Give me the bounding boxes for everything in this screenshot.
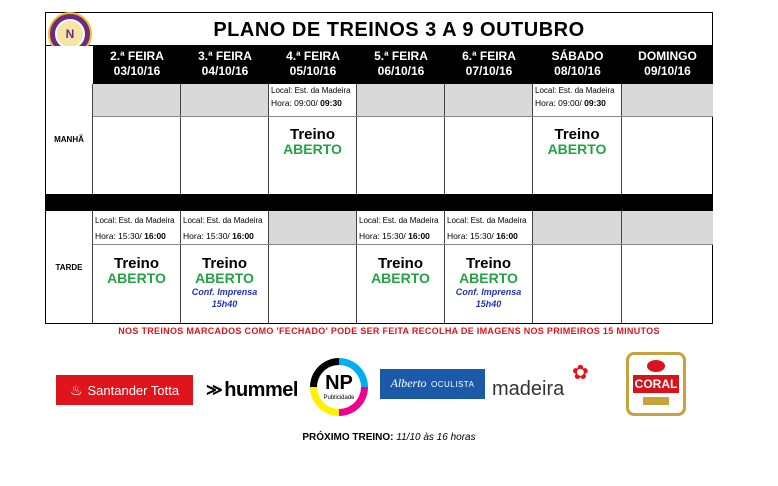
day-name: DOMINGO — [638, 49, 697, 63]
morning-gray-band-3 — [622, 84, 713, 116]
day-header-sat — [533, 46, 622, 84]
flame-icon: ♨ — [69, 381, 83, 398]
sponsor-alberto-sub: OCULISTA — [431, 380, 475, 389]
row-label-morning-cell — [45, 84, 93, 194]
col-divider — [268, 211, 269, 324]
sponsor-alberto — [380, 369, 485, 399]
day-name: 6.ª FEIRA — [462, 49, 516, 63]
sponsor-madeira — [492, 360, 610, 406]
sponsor-coral — [626, 352, 686, 416]
col-divider — [356, 84, 357, 194]
day-date: 07/10/16 — [465, 64, 513, 78]
session-location: Local: Est. da Madeira — [447, 216, 527, 225]
session-tue-afternoon — [181, 211, 268, 324]
day-name: 4.ª FEIRA — [286, 49, 340, 63]
sponsor-santander — [56, 375, 193, 405]
day-date: 08/10/16 — [554, 64, 601, 78]
session-thu-afternoon — [357, 211, 444, 324]
header-corner — [45, 46, 93, 84]
session-time: Hora: 09:00/ 09:30 — [535, 98, 606, 108]
sponsor-santander-name: Santander Totta — [87, 382, 180, 398]
day-name: 3.ª FEIRA — [198, 49, 252, 63]
session-time: Hora: 15:30/ 16:00 — [183, 231, 254, 241]
afternoon-gray-band-2 — [533, 211, 713, 244]
col-divider — [180, 84, 181, 194]
session-status: ABERTO — [459, 270, 518, 286]
next-training-label: PRÓXIMO TREINO: — [302, 432, 394, 443]
coral-ribbon-icon — [643, 397, 669, 405]
day-name: SÁBADO — [551, 49, 604, 63]
day-name: 5.ª FEIRA — [374, 49, 428, 63]
session-location: Local: Est. da Madeira — [95, 216, 175, 225]
day-header-tue — [181, 46, 269, 84]
sponsor-hummel-name: hummel — [224, 378, 298, 401]
session-sat-morning — [533, 84, 621, 194]
session-type: Treino — [377, 255, 423, 272]
col-divider — [444, 84, 445, 194]
session-time: Hora: 15:30/ 16:00 — [359, 231, 430, 241]
press-conference: Conf. Imprensa — [191, 287, 258, 297]
col-divider — [621, 84, 622, 194]
press-conference-time: 15h40 — [211, 299, 238, 309]
session-location: Local: Est. da Madeira — [359, 216, 439, 225]
row-label-afternoon: TARDE — [55, 263, 83, 272]
day-name: 2.ª FEIRA — [110, 49, 164, 63]
sponsor-np-name: NP — [325, 372, 353, 394]
sponsor-hummel — [206, 374, 300, 406]
day-date: 06/10/16 — [377, 64, 425, 78]
day-header-wed — [269, 46, 357, 84]
session-status: ABERTO — [107, 270, 166, 286]
sponsor-np — [310, 358, 368, 416]
session-type: Treino — [289, 126, 335, 143]
row-label-morning: MANHÃ — [54, 135, 84, 144]
session-type: Treino — [465, 255, 511, 272]
session-type: Treino — [201, 255, 247, 272]
day-date: 03/10/16 — [113, 64, 161, 78]
press-conference-time: 15h40 — [475, 299, 502, 309]
session-time: Hora: 15:30/ 16:00 — [447, 231, 518, 241]
session-time: Hora: 15:30/ 16:00 — [95, 231, 166, 241]
day-date: 05/10/16 — [289, 64, 337, 78]
session-wed-morning — [269, 84, 356, 194]
session-status: ABERTO — [547, 141, 607, 157]
press-conference: Conf. Imprensa — [455, 287, 522, 297]
sponsor-np-inner — [317, 365, 361, 409]
chevron-logo-icon: ≫ — [206, 382, 223, 399]
session-status: ABERTO — [371, 270, 430, 286]
coral-badge-icon — [647, 360, 665, 372]
morning-gray-band-2 — [357, 84, 533, 116]
morning-gray-band-1 — [93, 84, 269, 116]
next-training — [0, 432, 778, 443]
day-header-fri — [445, 46, 533, 84]
session-status: ABERTO — [283, 141, 342, 157]
page-title: PLANO DE TREINOS 3 A 9 OUTUBRO — [45, 12, 713, 46]
session-fri-afternoon — [445, 211, 532, 324]
image-recording-note: NOS TREINOS MARCADOS COMO 'FECHADO' PODE SER FEITA RECOLHA DE IMAGENS NOS PRIMEIROS 15 MINUTOS — [118, 326, 660, 336]
sponsor-madeira-name: madeira — [492, 378, 565, 400]
afternoon-gray-band-1 — [269, 211, 357, 244]
flower-icon: ✿ — [572, 362, 589, 384]
col-divider — [532, 211, 533, 324]
club-logo-mark: N — [55, 19, 85, 49]
session-type: Treino — [113, 255, 159, 272]
session-mon-afternoon — [93, 211, 180, 324]
session-type: Treino — [554, 126, 600, 143]
day-header-thu — [357, 46, 445, 84]
col-divider — [621, 211, 622, 324]
sponsor-np-sub: Publicidade — [323, 395, 355, 401]
row-label-afternoon-cell — [45, 211, 93, 324]
sponsor-coral-name: CORAL — [634, 377, 678, 391]
section-separator — [45, 194, 713, 211]
next-training-value: 11/10 às 16 horas — [396, 432, 476, 443]
day-date: 04/10/16 — [201, 64, 249, 78]
day-header-mon — [93, 46, 181, 84]
day-header-sun — [622, 46, 713, 84]
session-time: Hora: 09:00/ 09:30 — [271, 98, 342, 108]
day-date: 09/10/16 — [644, 64, 691, 78]
session-location: Local: Est. da Madeira — [183, 216, 263, 225]
sponsor-alberto-name: Alberto — [390, 376, 427, 390]
session-location: Local: Est. da Madeira — [535, 86, 615, 95]
session-status: ABERTO — [195, 270, 254, 286]
session-location: Local: Est. da Madeira — [271, 86, 351, 95]
